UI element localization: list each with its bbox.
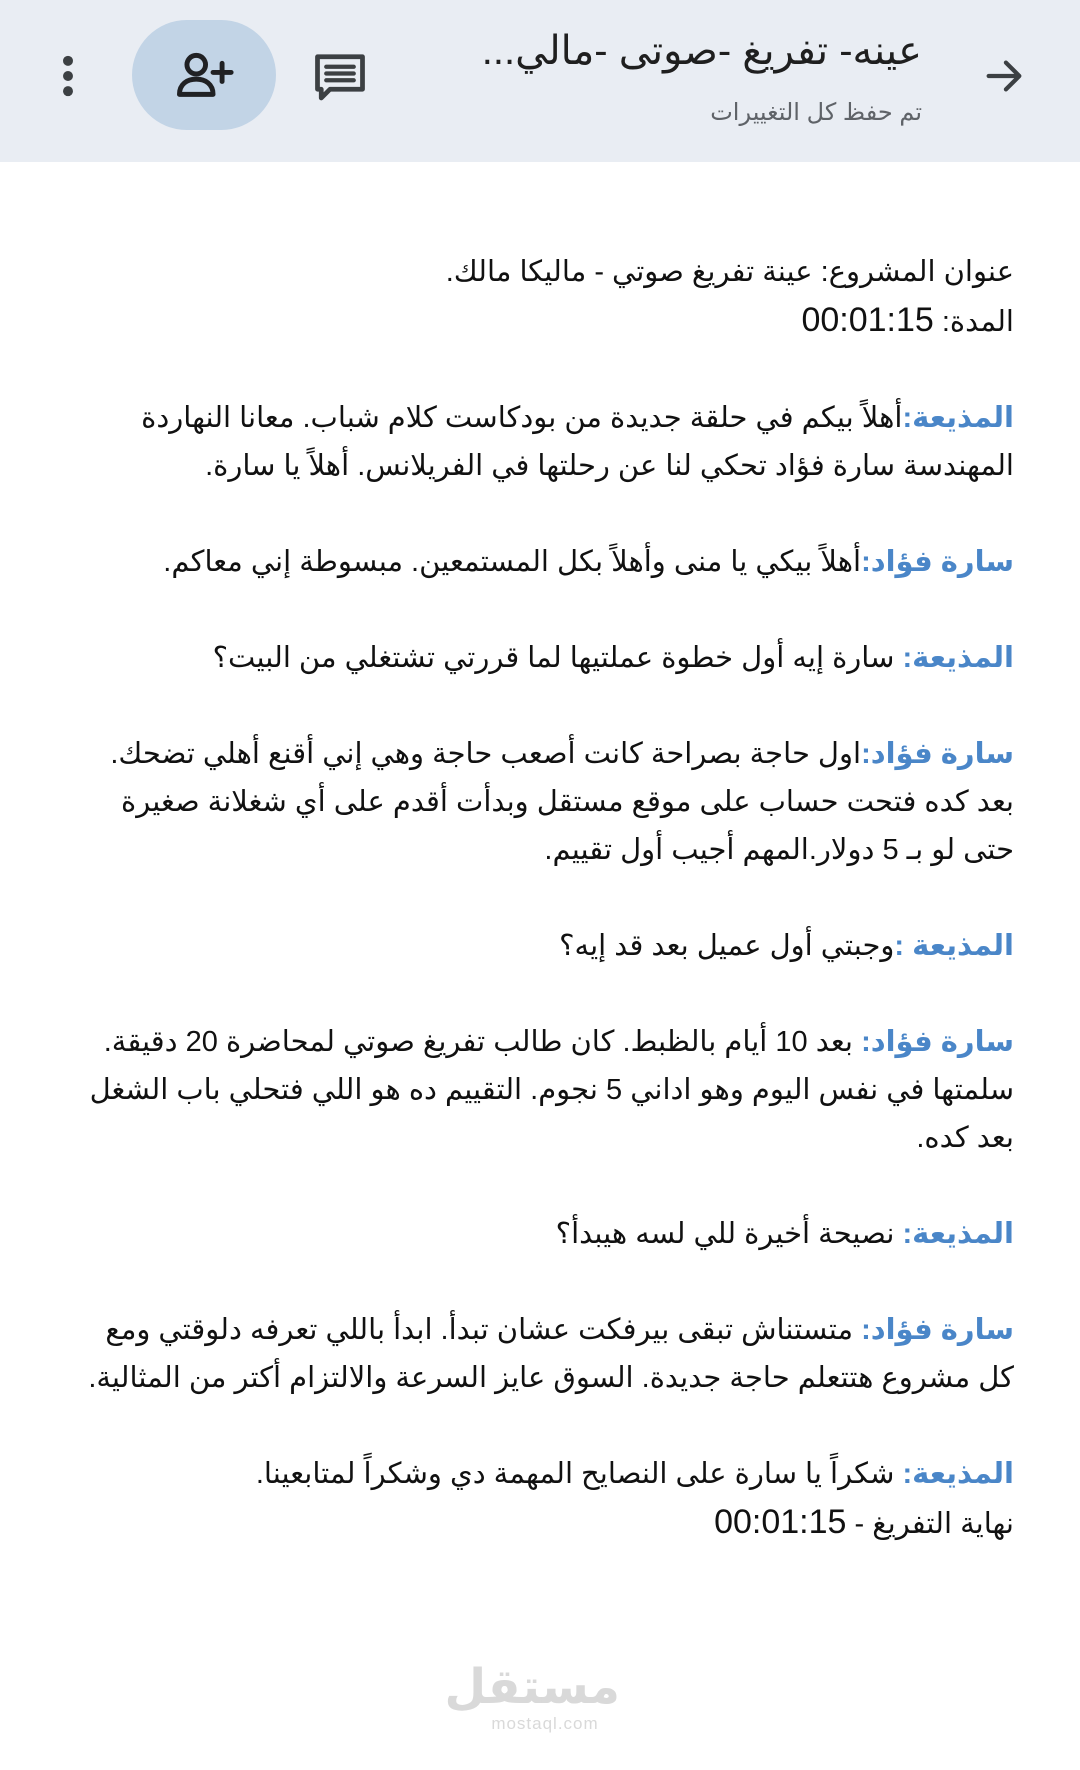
- end-time: 00:01:15: [714, 1503, 847, 1541]
- paragraph-text: شكراً يا سارة على النصايح المهمة دي وشكراً لمتابعينا.: [255, 1458, 903, 1490]
- transcript-paragraph: [74, 1306, 1014, 1402]
- speaker-label: المذيعة:: [902, 642, 1014, 674]
- paragraph-text: أهلاً بيكي يا منى وأهلاً بكل المستمعين. مبسوطة إني معاكم.: [163, 546, 862, 578]
- document-title[interactable]: عينه- تفريغ -صوتى -مالي...: [481, 29, 922, 73]
- paragraph-text: وجبتي أول عميل بعد قد إيه؟: [559, 930, 895, 962]
- speaker-label: المذيعة:: [902, 1458, 1014, 1490]
- paragraph-spacer: [74, 682, 1014, 730]
- duration-label: المدة:: [941, 306, 1014, 338]
- speaker-label: المذيعة:: [902, 1218, 1014, 1250]
- transcript-paragraph: [74, 922, 1014, 970]
- watermark: [444, 1661, 620, 1734]
- speaker-label: المذيعة:: [902, 402, 1014, 434]
- end-line: [74, 1498, 1014, 1548]
- paragraph-spacer: [74, 1258, 1014, 1306]
- comments-button[interactable]: [300, 38, 380, 118]
- transcript-paragraph: [74, 538, 1014, 586]
- paragraph-text: نصيحة أخيرة للي لسه هيبدأ؟: [555, 1218, 903, 1250]
- paragraph-spacer: [74, 970, 1014, 1018]
- more-options-button[interactable]: [40, 40, 96, 112]
- paragraph-spacer: [74, 586, 1014, 634]
- paragraph-spacer: [74, 490, 1014, 538]
- document-body[interactable]: [74, 248, 1014, 1548]
- top-app-bar: [0, 0, 1080, 162]
- duration-value: 00:01:15: [801, 301, 934, 339]
- paragraph-spacer: [74, 874, 1014, 922]
- end-label: نهاية التفريغ -: [846, 1508, 1014, 1540]
- paragraph-text: سارة إيه أول خطوة عملتيها لما قررتي تشتغلي من البيت؟: [212, 642, 903, 674]
- paragraph-text: بعد 10 أيام بالظبط. كان طالب تفريغ صوتي لمحاضرة 20 دقيقة. سلمتها في نفس اليوم وهو اداني 5 نجوم. التقييم ده هو اللي فتحلي باب الشغل بعد كده.: [89, 1026, 1014, 1154]
- comment-icon: [310, 48, 370, 108]
- paragraph-text: متستناش تبقى بيرفكت عشان تبدأ. ابدأ باللي تعرفه دلوقتي ومع كل مشروع هتتعلم حاجة جديدة. السوق عايز السرعة والالتزام أكتر من المثالية.: [88, 1314, 1014, 1394]
- transcript-paragraph: [74, 394, 1014, 490]
- person-add-icon: [173, 44, 235, 106]
- speaker-label: سارة فؤاد:: [861, 1026, 1014, 1058]
- paragraph-spacer: [74, 1162, 1014, 1210]
- arrow-right-icon: [981, 53, 1027, 99]
- speaker-label: سارة فؤاد:: [861, 546, 1014, 578]
- watermark-url: mostaql.com: [491, 1714, 599, 1733]
- project-line: عنوان المشروع: عينة تفريغ صوتي - ماليكا مالك.: [445, 256, 1014, 288]
- paragraph-spacer: [74, 1402, 1014, 1450]
- transcript-paragraph: [74, 730, 1014, 874]
- back-button[interactable]: [964, 40, 1044, 112]
- paragraph-spacer: [74, 346, 1014, 394]
- paragraph-text: أهلاً بيكم في حلقة جديدة من بودكاست كلام شباب. معانا النهاردة المهندسة سارة فؤاد تحكي لنا عن رحلتها في الفريلانس. أهلاً يا سارة.: [141, 402, 1014, 482]
- save-status: تم حفظ كل التغييرات: [710, 99, 922, 126]
- speaker-label: المذيعة :: [894, 930, 1014, 962]
- closing-paragraph: [74, 1450, 1014, 1498]
- transcript-paragraph: [74, 1210, 1014, 1258]
- share-button[interactable]: [132, 20, 276, 130]
- duration-line: [74, 296, 1014, 346]
- transcript-paragraph: [74, 1018, 1014, 1162]
- speaker-label: سارة فؤاد:: [861, 1314, 1014, 1346]
- more-vertical-icon: [58, 50, 78, 102]
- paragraph-text: اول حاجة بصراحة كانت أصعب حاجة وهي إني أقنع أهلي تضحك. بعد كده فتحت حساب على موقع مستقل وبدأت أقدم على أي شغلانة صغيرة حتى لو بـ 5 دولار.المهم أجيب أول تقييم.: [110, 738, 1014, 866]
- speaker-label: سارة فؤاد:: [861, 738, 1014, 770]
- transcript-paragraph: [74, 634, 1014, 682]
- watermark-logo: مستقل: [444, 1661, 620, 1714]
